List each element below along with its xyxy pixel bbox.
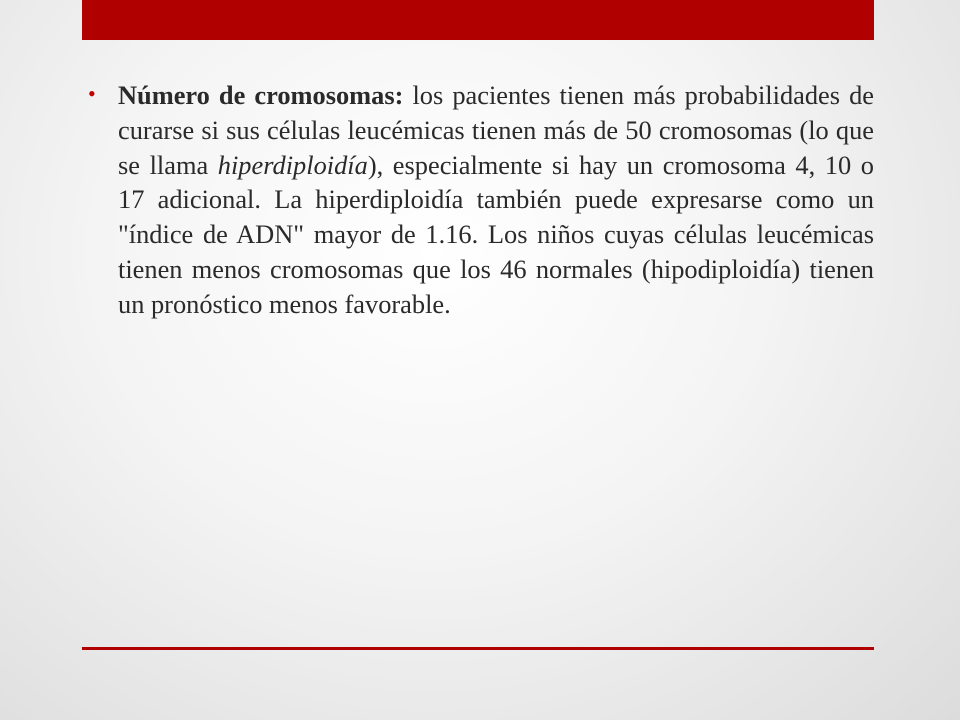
- bottom-accent-line: [82, 647, 874, 650]
- bullet-paragraph: [118, 78, 874, 322]
- slide-content: [88, 78, 874, 322]
- bullet-icon: •: [88, 81, 96, 106]
- bullet-term: Número de cromosomas:: [118, 80, 404, 110]
- bullet-item: [88, 78, 874, 322]
- bullet-text-part-1: los pacientes tienen más probabilidades de curarse si sus células leucémicas tienen más de 50 cromosomas (lo que se llama: [118, 80, 874, 180]
- bullet-text-part-2: ), especialmente si hay un cromosoma 4, 10 o 17 adicional. La hiperdiploidía también puede expresarse como un "índice de ADN" mayor de 1.16. Los niños cuyas células leucémicas tienen menos cromosomas que los 46 normales (hipodiploidía) tienen un pronóstico menos favorable.: [118, 149, 874, 319]
- top-accent-bar: [82, 0, 874, 40]
- italic-term: hiperdiploidía: [217, 149, 368, 180]
